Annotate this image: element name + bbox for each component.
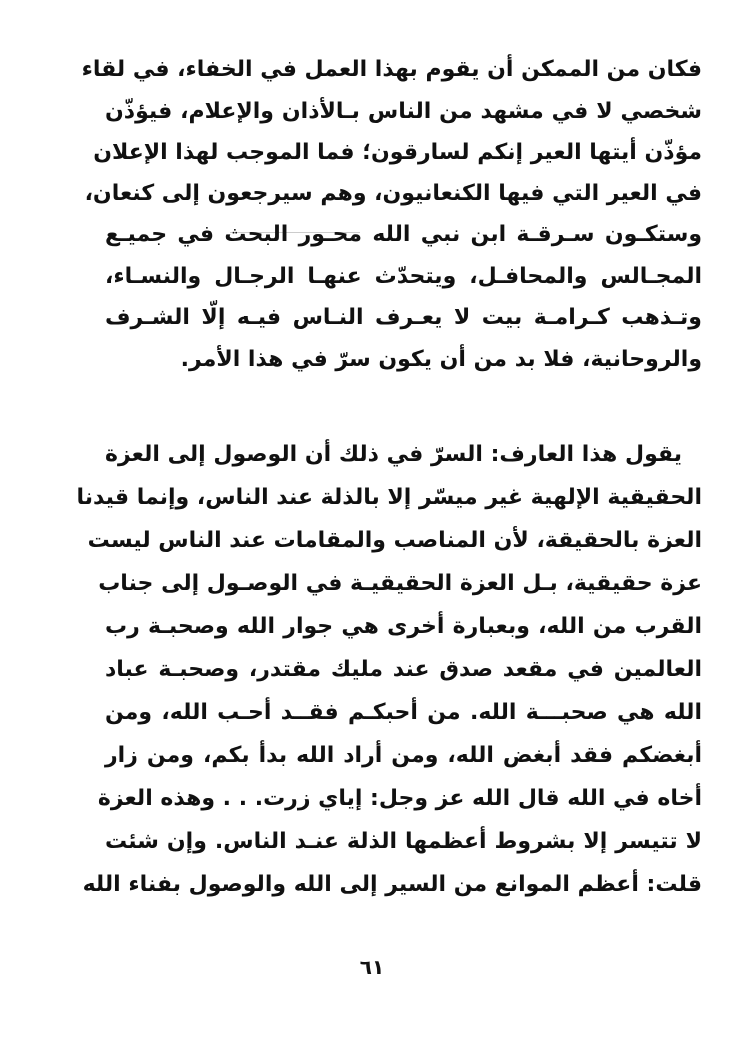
text-line: أبغضكم فقد أبغض الله، ومن أراد الله بدأ بكم، ومن زار (105, 743, 702, 768)
text-line: فكان من الممكن أن يقوم بهذا العمل في الخفاء، في لقاء (81, 57, 702, 82)
text-line: عزة حقيقية، بـل العزة الحقيقيـة في الوصـول إلى جناب (98, 571, 702, 596)
text-line: في العير التي فيها الكنعانيون، وهم سيرجعون إلى كنعان، (84, 181, 702, 206)
text-line: شخصي لا في مشهد من الناس بـالأذان والإعلام، فيؤذّن (105, 99, 702, 124)
text-line: يقول هذا العارف: السرّ في ذلك أن الوصول إلى العزة (105, 442, 682, 467)
page-number: ٦١ (359, 955, 385, 979)
text-line: الحقيقية الإلهية غير ميسّر إلا بالذلة عند الناس، وإنما قيدنا (76, 485, 702, 510)
text-line: قلت: أعظم الموانع من السير إلى الله والوصول بفناء الله (82, 872, 702, 897)
text-line: العالمين في مقعد صدق عند مليك مقتدر، وصحبـة عباد (105, 657, 702, 682)
text-line: الله هي صحبـــة الله. من أحبكـم فقــد أحـب الله، ومن (105, 700, 702, 725)
text-line: مؤذّن أيتها العير إنكم لسارقون؛ فما الموجب لهذا الإعلان (93, 140, 702, 165)
text-line: وستكـون سـرقـة ابن نبي الله محـور البحث في جميـع (105, 222, 702, 247)
text-line: والروحانية، فلا بد من أن يكون سرّ في هذا الأمر. (180, 347, 702, 372)
text-line: القرب من الله، وبعبارة أخرى هي جوار الله وصحبـة رب (105, 614, 702, 639)
text-line: أخاه في الله قال الله عز وجل: إياي زرت. . . وهذه العزة (97, 786, 702, 811)
text-line: وتـذهب كـرامـة بيت لا يعـرف النـاس فيـه إلّا الشـرف (105, 305, 702, 330)
text-line: العزة بالحقيقة، لأن المناصب والمقامات عند الناس ليست (87, 528, 702, 553)
text-line: المجـالس والمحافـل، ويتحدّث عنهـا الرجـال والنسـاء، (105, 264, 702, 289)
text-line: لا تتيسر إلا بشروط أعظمها الذلة عنـد الناس. وإن شئت (105, 829, 702, 854)
